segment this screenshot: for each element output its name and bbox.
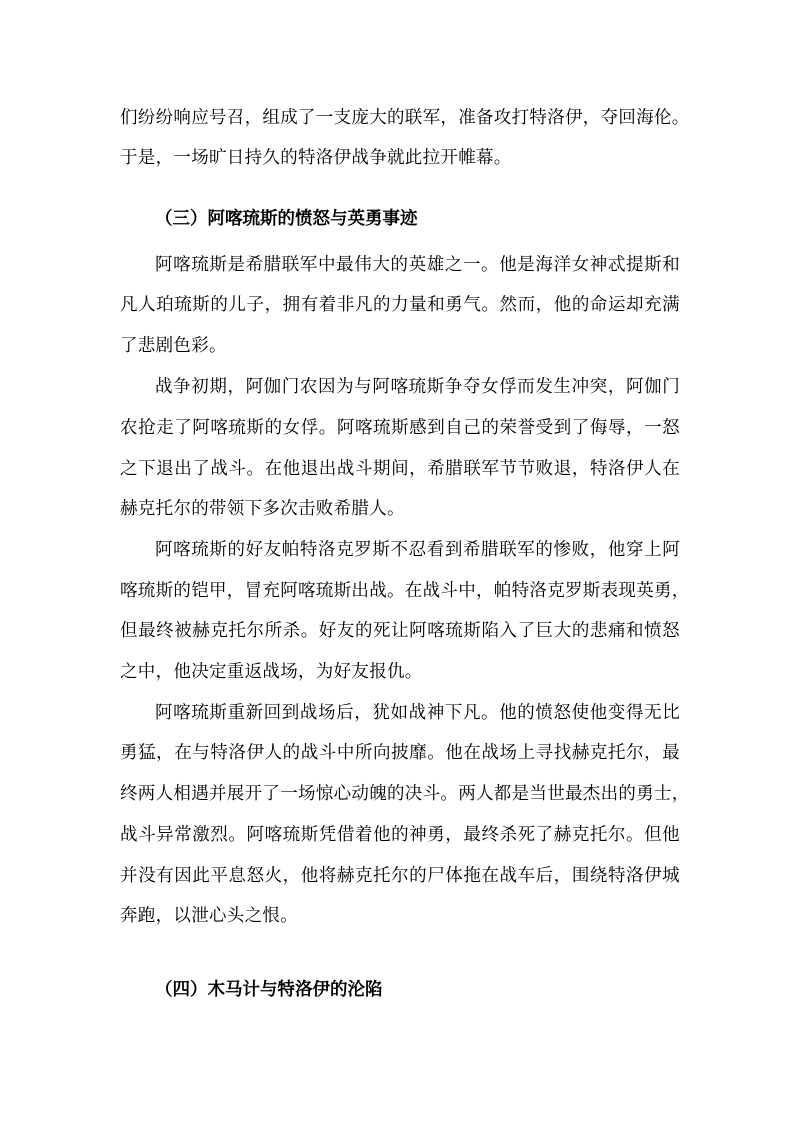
paragraph-line: 阿喀琉斯的好友帕特洛克罗斯不忍看到希腊联军的惨败，他穿上阿 (155, 540, 680, 560)
paragraph-line: 喀琉斯的铠甲，冒充阿喀琉斯出战。在战斗中，帕特洛克罗斯表现英勇， (120, 581, 690, 601)
paragraph-line: 战斗异常激烈。阿喀琉斯凭借着他的神勇，最终杀死了赫克托尔。但他 (120, 825, 680, 845)
paragraph-line: 战争初期，阿伽门农因为与阿喀琉斯争夺女俘而发生冲突，阿伽门 (155, 377, 680, 397)
paragraph-line: 赫克托尔的带领下多次击败希腊人。 (120, 499, 405, 519)
paragraph-line: 农抢走了阿喀琉斯的女俘。阿喀琉斯感到自己的荣誉受到了侮辱，一怒 (120, 418, 680, 438)
section-heading: （三）阿喀琉斯的愤怒与英勇事迹 (155, 209, 418, 229)
paragraph-line: 阿喀琉斯重新回到战场后，犹如战神下凡。他的愤怒使他变得无比 (155, 703, 680, 723)
paragraph-line: 凡人珀琉斯的儿子，拥有着非凡的力量和勇气。然而，他的命运却充满 (120, 295, 680, 315)
paragraph-line: 奔跑，以泄心头之恨。 (120, 906, 298, 926)
paragraph-line: 们纷纷响应号召，组成了一支庞大的联军，准备攻打特洛伊，夺回海伦。 (120, 108, 690, 128)
paragraph-line: 了悲剧色彩。 (120, 336, 227, 356)
paragraph-line: 勇猛，在与特洛伊人的战斗中所向披靡。他在战场上寻找赫克托尔，最 (120, 743, 680, 763)
paragraph-line: 阿喀琉斯是希腊联军中最伟大的英雄之一。他是海洋女神忒提斯和 (155, 255, 680, 275)
paragraph-line: 并没有因此平息怒火，他将赫克托尔的尸体拖在战车后，围绕特洛伊城 (120, 866, 680, 886)
paragraph-line: 终两人相遇并展开了一场惊心动魄的决斗。两人都是当世最杰出的勇士， (120, 784, 690, 804)
paragraph-line: 之下退出了战斗。在他退出战斗期间，希腊联军节节败退，特洛伊人在 (120, 459, 680, 479)
paragraph-line: 之中，他决定重返战场，为好友报仇。 (120, 662, 423, 682)
paragraph-line: 但最终被赫克托尔所杀。好友的死让阿喀琉斯陷入了巨大的悲痛和愤怒 (120, 621, 680, 641)
paragraph-line: 于是，一场旷日持久的特洛伊战争就此拉开帷幕。 (120, 148, 512, 168)
section-heading: （四）木马计与特洛伊的沦陷 (155, 980, 383, 1000)
